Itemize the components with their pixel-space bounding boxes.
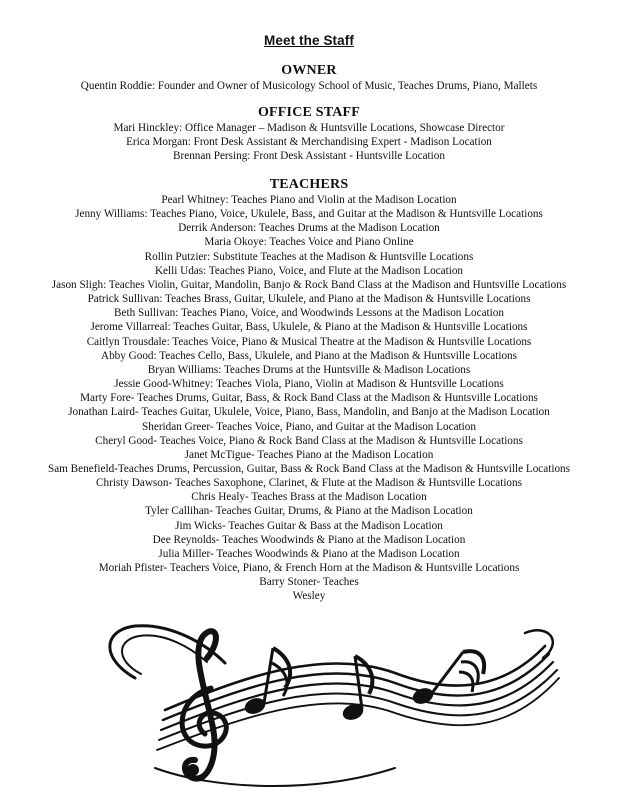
office-staff-heading: OFFICE STAFF: [257, 105, 361, 120]
owner-heading: OWNER: [281, 63, 337, 78]
office-staff-line: Mari Hinckley: Office Manager – Madison & Huntsville Locations, Showcase Director: [113, 122, 505, 134]
teacher-line: Sam Benefield-Teaches Drums, Percussion, Guitar, Bass & Rock Band Class at the Madison & Huntsville Locations: [47, 462, 570, 475]
teacher-line: Julia Miller- Teaches Woodwinds & Piano at the Madison Location: [158, 547, 460, 560]
note-flag: [459, 672, 473, 692]
teacher-line: Christy Dawson- Teaches Saxophone, Clarinet, & Flute at the Madison & Huntsville Locations: [96, 477, 522, 490]
teacher-line: Caitlyn Trousdale: Teaches Voice, Piano & Musical Theatre at the Madison & Huntsville Locations: [86, 335, 532, 348]
teachers-heading: TEACHERS: [269, 177, 349, 192]
teacher-line: Pearl Whitney: Teaches Piano and Violin at the Madison Location: [161, 194, 457, 206]
teacher-line: Jenny Williams: Teaches Piano, Voice, Ukulele, Bass, and Guitar at the Madison & Huntsville Locations: [75, 208, 543, 221]
office-staff-line: Brennan Persing: Front Desk Assistant - Huntsville Location: [173, 150, 445, 163]
teacher-line: Dee Reynolds- Teaches Woodwinds & Piano at the Madison Location: [152, 533, 466, 546]
teachers-section: [0, 176, 618, 604]
teacher-line: Maria Okoye: Teaches Voice and Piano Online: [204, 236, 414, 249]
teacher-line: Cheryl Good- Teaches Voice, Piano & Rock Band Class at the Madison & Huntsville Locations: [95, 434, 523, 447]
teacher-line: Kelli Udas: Teaches Piano, Voice, and Flute at the Madison Location: [154, 264, 464, 277]
teacher-line: Jason Sligh: Teaches Violin, Guitar, Mandolin, Banjo & Rock Band Class at the Madison and Huntsville Locations: [51, 278, 567, 291]
teacher-line: Wesley: [292, 590, 326, 603]
music-staff-treble-clef-notes-icon: [95, 618, 560, 796]
teacher-line: Jim Wicks- Teaches Guitar & Bass at the Madison Location: [175, 519, 443, 532]
teacher-line: Abby Good: Teaches Cello, Bass, Ukulele, and Piano at the Madison & Huntsville Locations: [101, 349, 517, 362]
teacher-line: Beth Sullivan: Teaches Piano, Voice, and Woodwinds Lessons at the Madison Location: [114, 307, 504, 320]
office-staff-line: Erica Morgan: Front Desk Assistant & Merchandising Expert - Madison Location: [126, 136, 492, 149]
owner-section: [0, 62, 618, 93]
teacher-line: Jerome Villarreal: Teaches Guitar, Bass, Ukulele, & Piano at the Madison & Huntsville Locations: [90, 321, 528, 334]
teacher-line: Chris Healy- Teaches Brass at the Madison Location: [191, 491, 427, 504]
page-title: Meet the Staff: [264, 33, 354, 48]
teacher-line: Barry Stoner- Teaches: [259, 576, 359, 589]
office-staff-section: [0, 104, 618, 163]
note-stem: [264, 648, 273, 703]
teacher-line: Rollin Putzier: Substitute Teaches at the Madison & Huntsville Locations: [144, 250, 474, 263]
teacher-line: Bryan Williams: Teaches Drums at the Huntsville & Madison Locations: [147, 363, 471, 376]
teacher-line: Sheridan Greer- Teaches Voice, Piano, and Guitar at the Madison Location: [142, 420, 476, 433]
teacher-line: Derrik Anderson: Teaches Drums at the Madison Location: [178, 222, 440, 235]
teacher-line: Patrick Sullivan: Teaches Brass, Guitar, Ukulele, and Piano at the Madison & Huntsville Locations: [87, 293, 531, 306]
staff-line: [165, 646, 545, 710]
teacher-line: Jonathan Laird- Teaches Guitar, Ukulele, Voice, Piano, Bass, Mandolin, and Banjo at the Madison Location: [68, 406, 550, 419]
teacher-line: Marty Fore- Teaches Drums, Guitar, Bass, & Rock Band Class at the Madison & Huntsville Locations: [80, 392, 538, 405]
teacher-line: Moriah Pfister- Teachers Voice, Piano, & French Horn at the Madison & Huntsville Locations: [98, 562, 520, 575]
teacher-line: Jessie Good-Whitney: Teaches Viola, Piano, Violin at Madison & Huntsville Locations: [114, 378, 504, 391]
owner-line: Quentin Roddie: Founder and Owner of Musicology School of Music, Teaches Drums, Piano, Mallets: [80, 80, 538, 92]
teacher-line: Janet McTigue- Teaches Piano at the Madison Location: [184, 448, 434, 461]
teacher-line: Tyler Callihan- Teaches Guitar, Drums, & Piano at the Madison Location: [145, 505, 473, 518]
